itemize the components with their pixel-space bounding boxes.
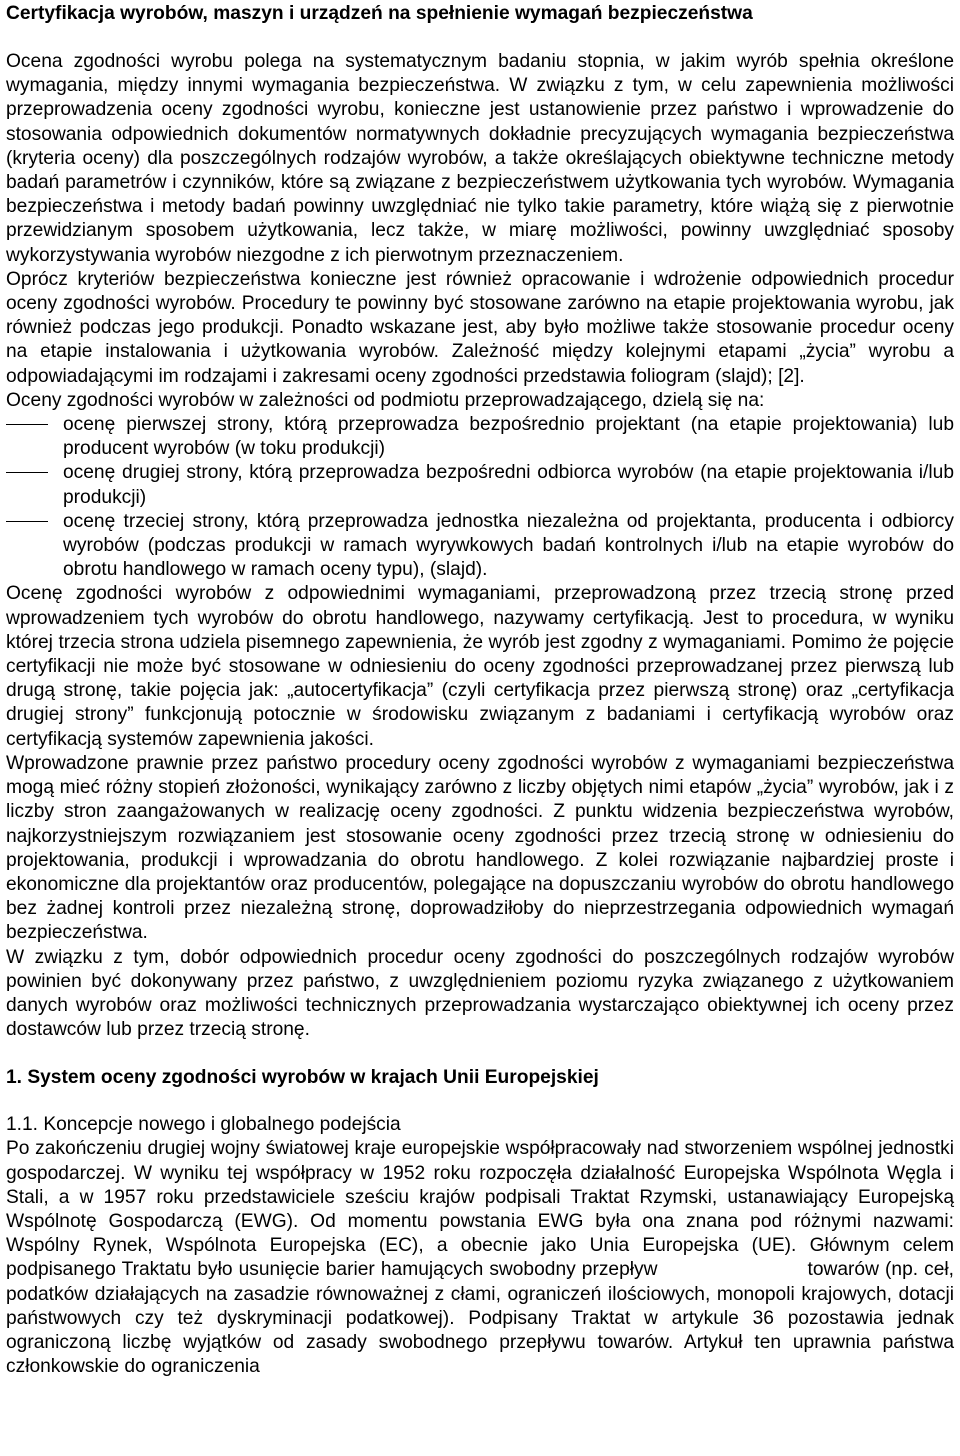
paragraph-certification: Ocenę zgodności wyrobów z odpowiednimi wymaganiami, przeprowadzoną przez trzecią stronę przed wprowadzeniem tych wyrobów do obrotu handlowego, nazywamy certyfikacją. Jest to procedura, w wyniku której trzecia strona udziela pisemnego zapewnienia, że wyrób jest zgodny z wymaganiami. Pomimo że pojęcie certyfikacji nie może być stosowane w odniesieniu do oceny zgodności przeprowadzanej przez pierwszą lub drugą stronę, takie pojęcia jak: „autocertyfikacja” (czyli certyfikacja przez pierwszą stronę) oraz „certyfikacja drugiej strony” funkcjonują potocznie w środowisku związanym z badaniami i certyfikacją wyrobów oraz certyfikacją systemów zapewnienia jakości. — [6, 583, 954, 750]
paragraph-selection: W związku z tym, dobór odpowiednich procedur oceny zgodności do poszczególnych rodzajów wyrobów powinien być dokonywany przez państwo, z uwzględnieniem poziomu ryzyka związanego z użytkowaniem danych wyrobów oraz możliwości technicznych przeprowadzania wystarczająco obiektywnej ich oceny przez dostawców lub przez trzecią stronę. — [6, 946, 954, 1041]
document-page — [6, 0, 954, 1379]
list-item — [6, 510, 954, 583]
list-item-text: ocenę trzeciej strony, którą przeprowadza jednostka niezależna od projektanta, producenta i odbiorcy wyrobów (podczas produkcji w ramach wyrywkowych badań kontrolnych i/lub na etapie wyrobów do obrotu handlowego w ramach oceny typu), (slajd). — [63, 510, 954, 581]
dash-bullet — [6, 424, 48, 425]
paragraph-intro: Ocena zgodności wyrobu polega na systematycznym badaniu stopnia, w jakim wyrób spełnia określone wymagania, między innymi wymagania bezpieczeństwa. W związku z tym, w celu zapewnienia możliwości przeprowadzenia oceny zgodności wyrobu, konieczne jest ustanowienie przez państwo i wprowadzenie do stosowania odpowiednich dokumentów normatywnych dokładnie precyzujących wymagania bezpieczeństwa (kryteria oceny) dla poszczególnych rodzajów wyrobów, a także określających obiektywne techniczne metody badań parametrów i czynników, które są związane z bezpieczeństwem użytkowania tych wyrobów. Wymagania bezpieczeństwa i metody badań powinny uwzględniać nie tylko takie parametry, które wiążą się z pierwotnie przewidzianym sposobem użytkowania, lecz także, w miarę możliwości, powinny uwzględniać sposoby wykorzystywania wyrobów niezgodne z ich pierwotnym przeznaczeniem. — [6, 51, 954, 266]
paragraph-eu-history-part2: towarów (np. ceł, podatków działających na zasadzie równoważnej z cłami, ograniczeń ilościowych, monopoli krajowych, dotacji państwowych czy też dyskryminacji podatkowej). Podpisany Traktat w artykule 36 pozostawia jednak ograniczoną liczbę wyjątków od zasady swobodnego przepływu towarów. Artykuł ten uprawnia państwa członkowskie do ograniczenia — [6, 1259, 954, 1378]
document-title: Certyfikacja wyrobów, maszyn i urządzeń na spełnienie wymagań bezpieczeństwa — [6, 3, 753, 24]
paragraph-list-intro: Oceny zgodności wyrobów w zależności od podmiotu przeprowadzającego, dzielą się na: — [6, 389, 765, 411]
spacer — [6, 26, 954, 50]
paragraph-eu-history-part1: Po zakończeniu drugiej wojny światowej kraje europejskie współpracowały nad stworzeniem wspólnej jednostki gospodarczej. W wyniku tej współpracy w 1952 roku rozpoczęła działalność Europejska Wspólnota Węgla i Stali, a w 1957 roku przedstawiciele sześciu krajów podpisali Traktat Rzymski, ustanawiający Europejską Wspólnotę Gospodarczą (EWG). Od momentu powstania EWG była ona znana pod różnymi nazwami: Wspólny Rynek, Wspólnota Europejska (EC), a obecnie jako Unia Europejska (UE). Głównym celem podpisanego Traktatu było usunięcie barier hamujących swobodny przepływ — [6, 1138, 954, 1281]
subsection-heading: 1.1. Koncepcje nowego i globalnego podejścia — [6, 1114, 401, 1136]
list-item-text: ocenę drugiej strony, którą przeprowadza bezpośredni odbiorca wyrobów (na etapie projektowania i/lub produkcji) — [63, 462, 954, 508]
list-item — [6, 413, 954, 461]
dash-bullet — [6, 472, 48, 473]
paragraph-eu-history — [6, 1137, 954, 1379]
list-item — [6, 461, 954, 509]
section-heading: 1. System oceny zgodności wyrobów w krajach Unii Europejskiej — [6, 1067, 599, 1089]
list-item-text: ocenę pierwszej strony, którą przeprowadza bezpośrednio projektant (na etapie projektowania) lub producent wyrobów (w toku produkcji) — [63, 414, 954, 460]
paragraph-procedures: Wprowadzone prawnie przez państwo procedury oceny zgodności wyrobów z wymaganiami bezpieczeństwa mogą mieć różny stopień złożoności, wynikający zarówno z liczby objętych nimi etapów „życia” wyrobów, jak i z liczby stron zaangażowanych w realizację oceny zgodności. Z punktu widzenia bezpieczeństwa wyrobów, najkorzystniejszym rozwiązaniem jest stosowanie oceny zgodności przez trzecią stronę w odniesieniu do projektowania, produkcji i wprowadzania do obrotu handlowego. Z kolei rozwiązanie najbardziej proste i ekonomiczne dla projektantów oraz producentów, polegające na dopuszczaniu wyrobów do obrotu handlowego bez żadnej kontroli przez niezależną stronę, doprowadziłoby do nieprzestrzegania odpowiednich wymagań bezpieczeństwa. — [6, 752, 954, 944]
assessment-types-list — [6, 413, 954, 582]
paragraph-criteria: Oprócz kryteriów bezpieczeństwa konieczne jest również opracowanie i wdrożenie odpowiednich procedur oceny zgodności wyrobów. Procedury te powinny być stosowane zarówno na etapie projektowania wyrobu, jak również podczas jego produkcji. Ponadto wskazane jest, aby było możliwe także stosowanie procedur oceny na etapie instalowania i użytkowania wyrobów. Zależność między kolejnymi etapami „życia” wyrobu a odpowiadającymi im rodzajami i zakresami oceny zgodności przedstawia foliogram (slajd); [2]. — [6, 268, 954, 387]
dash-bullet — [6, 521, 48, 522]
